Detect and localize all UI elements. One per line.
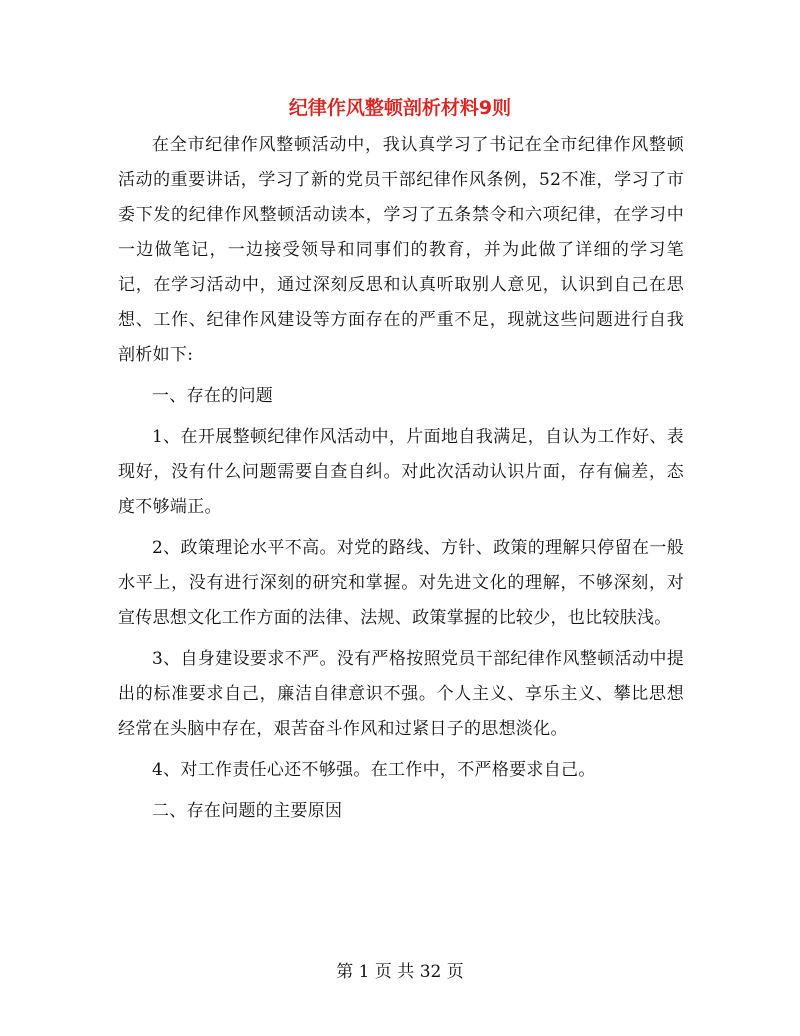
footer-page-number: 1 — [358, 962, 370, 982]
footer-prefix: 第 — [336, 962, 354, 982]
paragraph-intro: 在全市纪律作风整顿活动中，我认真学习了书记在全市纪律作风整顿活动的重要讲话，学习了新的党员干部纪律作风条例，52不准，学习了市委下发的纪律作风整顿活动读本，学习了五条禁令和六项纪律，在学习中一边做笔记，一边接受领导和同事们的教育，并为此做了详细的学习笔记，在学习活动中，通过深刻反思和认真听取别人意见，认识到自己在思想、工作、纪律作风建设等方面存在的严重不足，现就这些问题进行自我剖析如下: — [118, 135, 684, 365]
document-body — [118, 128, 684, 835]
paragraph-item-2: 2、政策理论水平不高。对党的路线、方针、政策的理解只停留在一般水平上，没有进行深刻的研究和掌握。对先进文化的理解，不够深刻，对宣传思想文化工作方面的法律、法规、政策掌握的比较少，也比较肤浅。 — [118, 538, 684, 628]
footer-total-pages: 32 — [419, 962, 442, 982]
paragraph-item-3: 3、自身建设要求不严。没有严格按照党员干部纪律作风整顿活动中提出的标准要求自己，廉洁自律意识不强。个人主义、享乐主义、攀比思想经常在头脑中存在，艰苦奋斗作风和过紧日子的思想淡化。 — [118, 649, 684, 739]
footer-middle: 页 共 — [374, 962, 415, 982]
document-title: 纪律作风整顿剖析材料9则 — [288, 97, 512, 119]
paragraph-item-4: 4、对工作责任心还不够强。在工作中，不严格要求自己。 — [152, 760, 596, 780]
footer-suffix: 页 — [446, 962, 464, 982]
page-footer — [0, 960, 800, 984]
section-heading-causes: 二、存在问题的主要原因 — [152, 801, 343, 821]
paragraph-item-1: 1、在开展整顿纪律作风活动中，片面地自我满足，自认为工作好、表现好，没有什么问题需要自查自纠。对此次活动认识片面，存有偏差，态度不够端正。 — [118, 427, 684, 517]
section-heading-problems: 一、存在的问题 — [152, 386, 274, 406]
